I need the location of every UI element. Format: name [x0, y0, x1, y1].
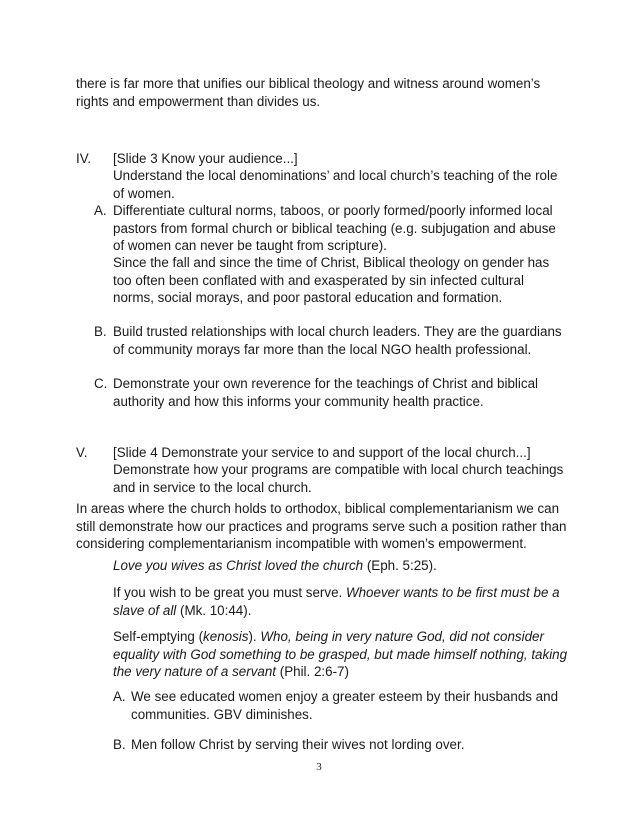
list-item-text: We see educated women enjoy a greater esteem by their husbands and communities. GBV diminishes. [131, 689, 559, 722]
quote-italic: Love you wives as Christ loved the church [113, 558, 364, 573]
list-item-text: Build trusted relationships with local church leaders. They are the guardians of community morays far more than the local NGO health professional. [113, 324, 562, 357]
section-v-subheading: Demonstrate how your programs are compatible with local church teachings and in service to the local church. [113, 462, 564, 495]
intro-paragraph: there is far more that unifies our biblical theology and witness around women’s rights and empowerment than divides us. [76, 76, 541, 109]
quote-italic: Who, being in very nature God, did not consider equality with God something to be grasped, but made himself nothing, taking the very nature of a servant [113, 629, 568, 679]
section-iv-heading: [Slide 3 Know your audience...] [113, 151, 298, 166]
quote-plain: If you wish to be great you must serve. [113, 585, 346, 600]
list-item-text: Men follow Christ by serving their wives not lording over. [131, 737, 465, 752]
scripture-quote [113, 584, 568, 619]
list-item-letter: C. [94, 376, 108, 391]
body-paragraph: In areas where the church holds to orthodox, biblical complementarianism we can still demonstrate how our practices and programs serve such a position rather than considering complementarianism incompatible with women’s empowerment. [76, 501, 567, 551]
quote-plain: ). [248, 629, 261, 644]
list-item-letter: A. [113, 689, 126, 704]
list-item-letter: A. [94, 203, 107, 218]
section-iv-subheading: Understand the local denominations’ and local church’s teaching of the role of women. [113, 168, 558, 201]
section-v-heading: [Slide 4 Demonstrate your service to and support of the local church...] [113, 445, 531, 460]
section-v-numeral: V. [76, 445, 88, 460]
quote-italic: Whoever wants to be first must be a slave of all [113, 585, 560, 618]
page-number: 3 [316, 761, 322, 773]
list-item-letter: B. [113, 737, 126, 752]
kenosis-term: kenosis [203, 629, 249, 644]
section-iv-numeral: IV. [76, 151, 92, 166]
list-item-text: Differentiate cultural norms, taboos, or poorly formed/poorly informed local pastors from formal church or biblical teaching (e.g. subjugation and abuse of women can never be taught from scripture). [113, 203, 556, 253]
quote-reference: (Mk. 10:44). [176, 602, 252, 618]
list-item-note: Since the fall and since the time of Christ, Biblical theology on gender has too often been conflated with and exasperated by sin infected cultural norms, social morays, and poor pastoral education and formation. [113, 255, 550, 305]
quote-plain: Self-emptying ( [113, 629, 204, 644]
quote-reference: (Eph. 5:25). [363, 558, 437, 573]
list-item-text: Demonstrate your own reverence for the teachings of Christ and biblical authority and how this informs your community health practice. [113, 376, 538, 409]
quote-reference: (Phil. 2:6-7) [276, 664, 349, 679]
scripture-quote [113, 628, 568, 681]
list-item-letter: B. [94, 324, 107, 339]
scripture-quote [113, 557, 568, 575]
